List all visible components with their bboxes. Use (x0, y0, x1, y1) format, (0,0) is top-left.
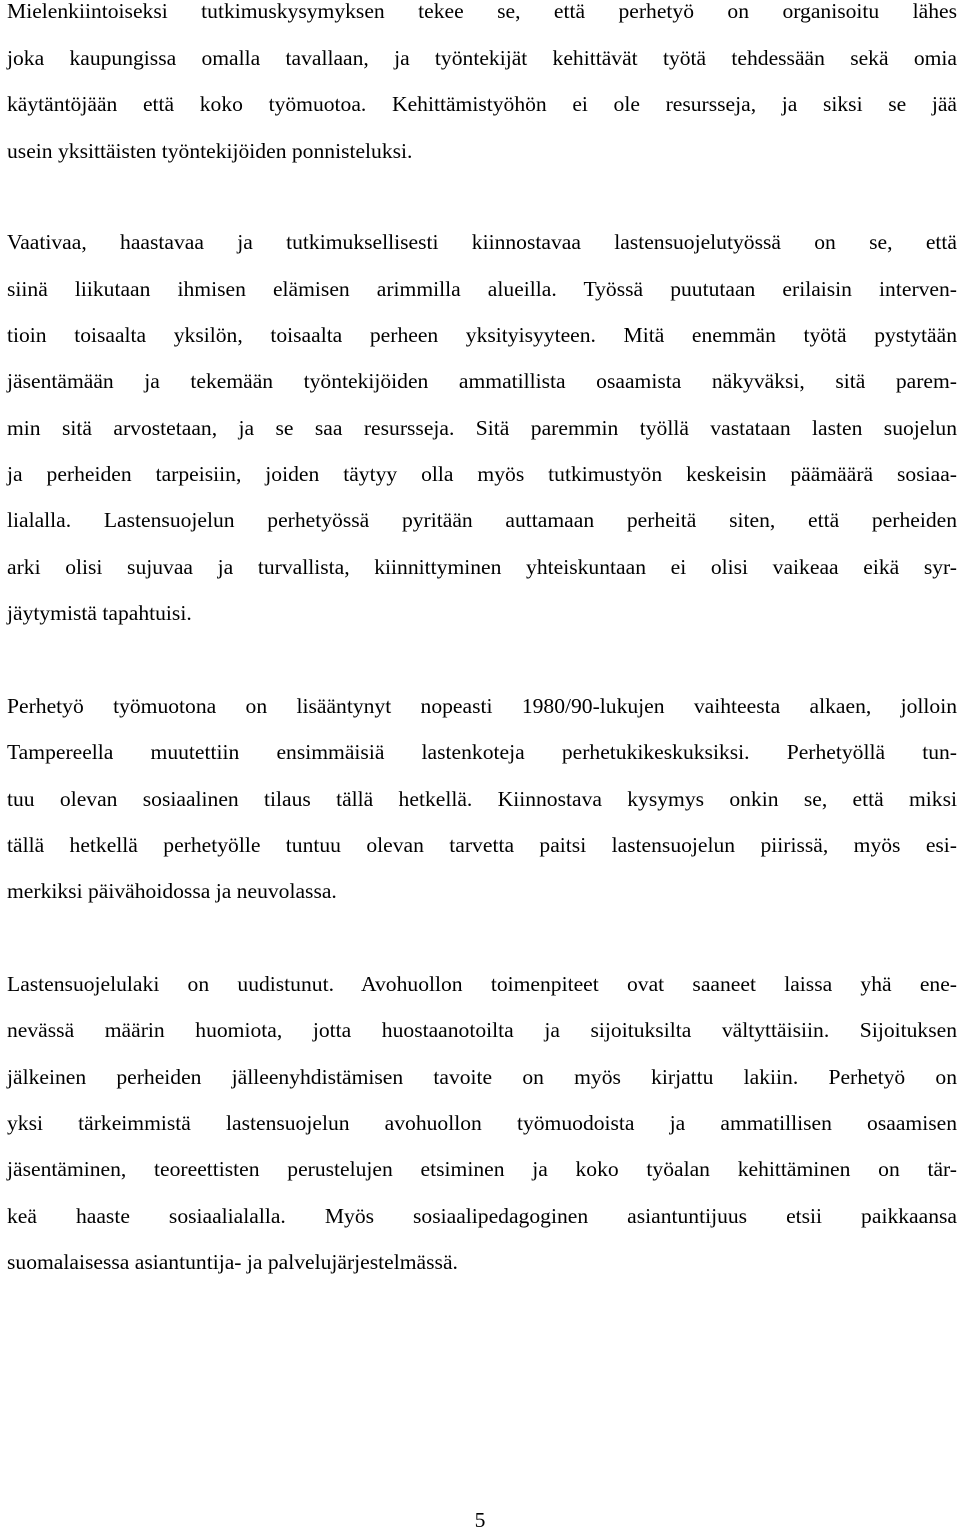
paragraph-2-line-1: Vaativaa, haastavaa ja tutkimuksellisesti kiinnostavaa lastensuojelutyössä on se, että (7, 230, 957, 254)
paragraph-2-line-6: ja perheiden tarpeisiin, joiden täytyy olla myös tutkimustyön keskeisin päämäärä sosiaa- (7, 462, 957, 486)
paragraph-3-line-4: tällä hetkellä perhetyölle tuntuu olevan tarvetta paitsi lastensuojelun piirissä, myös esi- (7, 833, 957, 857)
paragraph-2-line-4: jäsentämään ja tekemään työntekijöiden ammatillista osaamista näkyväksi, sitä parem- (7, 369, 957, 393)
paragraph-4-line-3: jälkeinen perheiden jälleenyhdistämisen tavoite on myös kirjattu lakiin. Perhetyö on (7, 1065, 957, 1089)
paragraph-3-line-1: Perhetyö työmuotona on lisääntynyt nopeasti 1980/90-lukujen vaihteesta alkaen, jolloin (7, 694, 957, 718)
paragraph-4-line-7: suomalaisessa asiantuntija- ja palvelujärjestelmässä. (7, 1250, 458, 1274)
page-number: 5 (474, 1508, 486, 1532)
paragraph-2-line-7: lialalla. Lastensuojelun perhetyössä pyritään auttamaan perheitä siten, että perheiden (7, 508, 957, 532)
paragraph-1-line-3: käytäntöjään että koko työmuotoa. Kehittämistyöhön ei ole resursseja, ja siksi se jää (7, 92, 957, 116)
paragraph-4-line-2: nevässä määrin huomiota, jotta huostaanotoilta ja sijoituksilta vältyttäisiin. Sijoituksen (7, 1018, 957, 1042)
paragraph-2-line-3: tioin toisaalta yksilön, toisaalta perheen yksityisyyteen. Mitä enemmän työtä pystytään (7, 323, 957, 347)
paragraph-2-line-8: arki olisi sujuvaa ja turvallista, kiinnittyminen yhteiskuntaan ei olisi vaikeaa eikä syr- (7, 555, 957, 579)
paragraph-1-line-1: Mielenkiintoiseksi tutkimuskysymyksen tekee se, että perhetyö on organisoitu lähes (7, 0, 957, 23)
paragraph-4-line-1: Lastensuojelulaki on uudistunut. Avohuollon toimenpiteet ovat saaneet laissa yhä ene- (7, 972, 957, 996)
paragraph-2-line-9: jäytymistä tapahtuisi. (7, 601, 192, 625)
paragraph-4-line-6: keä haaste sosiaalialalla. Myös sosiaalipedagoginen asiantuntijuus etsii paikkaansa (7, 1204, 957, 1228)
paragraph-2-line-5: min sitä arvostetaan, ja se saa resursseja. Sitä paremmin työllä vastataan lasten suojelun (7, 416, 957, 440)
paragraph-4-line-5: jäsentäminen, teoreettisten perustelujen etsiminen ja koko työalan kehittäminen on tär- (7, 1157, 957, 1181)
paragraph-1-line-4: usein yksittäisten työntekijöiden ponnisteluksi. (7, 139, 413, 163)
paragraph-3-line-3: tuu olevan sosiaalinen tilaus tällä hetkellä. Kiinnostava kysymys onkin se, että miksi (7, 787, 957, 811)
paragraph-4-line-4: yksi tärkeimmistä lastensuojelun avohuollon työmuodoista ja ammatillisen osaamisen (7, 1111, 957, 1135)
paragraph-1-line-2: joka kaupungissa omalla tavallaan, ja työntekijät kehittävät työtä tehdessään sekä omia (7, 46, 957, 70)
paragraph-3-line-2: Tampereella muutettiin ensimmäisiä lastenkoteja perhetukikeskuksiksi. Perhetyöllä tun- (7, 740, 957, 764)
paragraph-2-line-2: siinä liikutaan ihmisen elämisen arimmilla alueilla. Työssä puututaan erilaisin interven- (7, 277, 957, 301)
paragraph-3-line-5: merkiksi päivähoidossa ja neuvolassa. (7, 879, 337, 903)
